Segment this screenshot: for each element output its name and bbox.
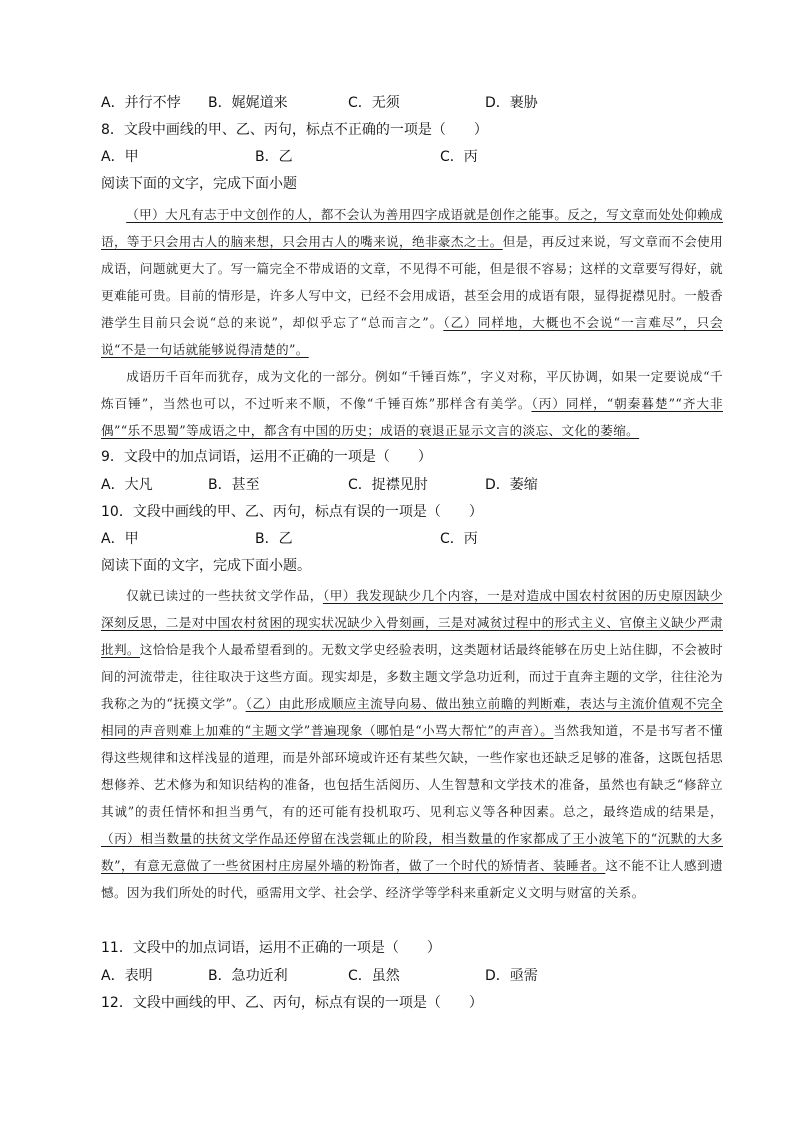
reading2-paragraph bbox=[101, 582, 723, 906]
q9-stem: 9．文段中的加点词语，运用不正确的一项是（ ） bbox=[101, 449, 432, 465]
reading1-paragraph-1 bbox=[101, 201, 723, 363]
q8-stem: 8．文段中画线的甲、乙、丙句，标点不正确的一项是（ ） bbox=[101, 122, 488, 138]
passage-text: 仅就已读过的一些扶贫文学作品， bbox=[126, 588, 323, 603]
reading2-passage bbox=[101, 582, 723, 906]
passage-text: 这不能不让人感到遗憾。因为我们所处的时代，亟需用文学、社会学、经济学等学科来重新定义文明与财富的关系。 bbox=[101, 858, 724, 900]
q11-stem: 11．文段中的加点词语，运用不正确的一项是（ ） bbox=[101, 940, 441, 956]
q11-option-d[interactable]: D．亟需 bbox=[485, 968, 538, 984]
reading1-passage bbox=[101, 201, 723, 444]
sentence-bing: （丙）相当数量的扶贫文学作品还停留在浅尝辄止的阶段，相当数量的作家都成了王小波笔下的“沉默的大多数”，有意无意做了一些贫困村庄房屋外墙的粉饰者，做了一个时代的矫情者、装睡者。 bbox=[101, 831, 723, 873]
q10-option-a[interactable]: A．甲 bbox=[101, 531, 139, 547]
q11-option-b[interactable]: B．急功近利 bbox=[208, 968, 288, 984]
sentence-yi: （乙）由此形成顺应主流导向易、做出独立前瞻的判断难，表达与主流价值观不完全相同的声音则难上加难的“主题文学”普遍现象（哪怕是“小骂大帮忙”的声音）。 bbox=[101, 696, 723, 738]
q10-options bbox=[101, 529, 721, 549]
q8-option-a[interactable]: A．甲 bbox=[101, 149, 139, 165]
q10-stem: 10．文段中画线的甲、乙、丙句，标点有误的一项是（ ） bbox=[101, 504, 483, 520]
passage-text: 当然我知道，不是书写者不懂得这些规律和这样浅显的道理，而是外部环境或许还有某些欠缺，一些作家也还缺乏足够的准备，这既包括思想修养、艺术修为和知识结构的准备，也包括生活阅历、人生智慧和文学技术的准备，虽然也有缺乏“修辞立其诚”的责任情怀和担当勇气，有的还可能有投机取巧、见利忘义等各种因素。总之，最终造成的结果是， bbox=[101, 723, 723, 819]
passage-text: 这恰恰是我个人最希望看到的。无数文学史经验表明，这类题材话最终能够在历史上站住脚，不会被时间的河流带走，往往取决于这些方面。现实却是，多数主题文学急功近利，而过于直奔主题的文学，往往沦为我称之为的“抚摸文学”。 bbox=[101, 642, 724, 711]
q7-options bbox=[101, 93, 721, 113]
sentence-jia: （甲）我发现缺少几个内容，一是对造成中国农村贫困的历史原因缺少深刻反思，二是对中国农村贫困的现实状况缺少入骨刻画，三是对减贫过程中的形式主义、官僚主义缺少严肃批判。 bbox=[101, 588, 723, 657]
q7-option-d[interactable]: D．裹胁 bbox=[485, 95, 538, 111]
q11-option-c[interactable]: C．虽然 bbox=[348, 968, 400, 984]
q7-option-c[interactable]: C．无须 bbox=[348, 95, 400, 111]
sentence-yi: （乙）同样地，大概也不会说“一言难尽”，只会说“不是一句话就能够说得清楚的”。 bbox=[101, 315, 724, 357]
q7-option-b[interactable]: B．娓娓道来 bbox=[208, 95, 288, 111]
reading1-paragraph-2 bbox=[101, 363, 723, 444]
reading1-intro: 阅读下面的文字，完成下面小题 bbox=[101, 176, 297, 192]
q8-options bbox=[101, 147, 721, 167]
passage-text: 但是，再反过来说，写文章而不会使用成语，问题就更大了。写一篇完全不带成语的文章，不见得不可能，但是很不容易；这样的文章要写得好，就更难能可贵。目前的情形是，许多人写中文，已经不会用成语，甚至会用的成语有限，显得捉襟见肘。一般香港学生目前只会说“总的来说”，却似乎忘了“总而言之”。 bbox=[101, 234, 723, 330]
q9-option-b[interactable]: B．甚至 bbox=[208, 477, 260, 493]
q11-options bbox=[101, 966, 721, 986]
q9-option-d[interactable]: D．萎缩 bbox=[485, 477, 538, 493]
q10-option-b[interactable]: B．乙 bbox=[255, 531, 293, 547]
q9-options bbox=[101, 475, 721, 495]
q10-option-c[interactable]: C．丙 bbox=[440, 531, 478, 547]
sentence-bing: （丙）同样，“朝秦暮楚”“齐大非偶”“乐不思蜀”等成语之中，都含有中国的历史；成语的衰退正显示文言的淡忘、文化的萎缩。 bbox=[101, 396, 723, 438]
sentence-jia: （甲）大凡有志于中文创作的人，都不会认为善用四字成语就是创作之能事。反之，写文章而处处仰赖成语，等于只会用古人的脑来想，只会用古人的嘴来说，绝非豪杰之士。 bbox=[101, 207, 723, 249]
q9-option-a[interactable]: A．大凡 bbox=[101, 477, 153, 493]
q7-option-a[interactable]: A．并行不悖 bbox=[101, 95, 181, 111]
q12-stem: 12．文段中画线的甲、乙、丙句，标点有误的一项是（ ） bbox=[101, 995, 483, 1011]
q8-option-b[interactable]: B．乙 bbox=[255, 149, 293, 165]
reading2-intro: 阅读下面的文字，完成下面小题。 bbox=[101, 558, 311, 574]
q11-option-a[interactable]: A．表明 bbox=[101, 968, 153, 984]
passage-text: 成语历千百年而犹存，成为文化的一部分。例如“千锤百炼”，字义对称，平仄协调，如果一定要说成“千炼百锤”，当然也可以，不过听来不顺，不像“千锤百炼”那样含有美学。 bbox=[101, 369, 723, 411]
q8-option-c[interactable]: C．丙 bbox=[440, 149, 478, 165]
q9-option-c[interactable]: C．捉襟见肘 bbox=[348, 477, 428, 493]
